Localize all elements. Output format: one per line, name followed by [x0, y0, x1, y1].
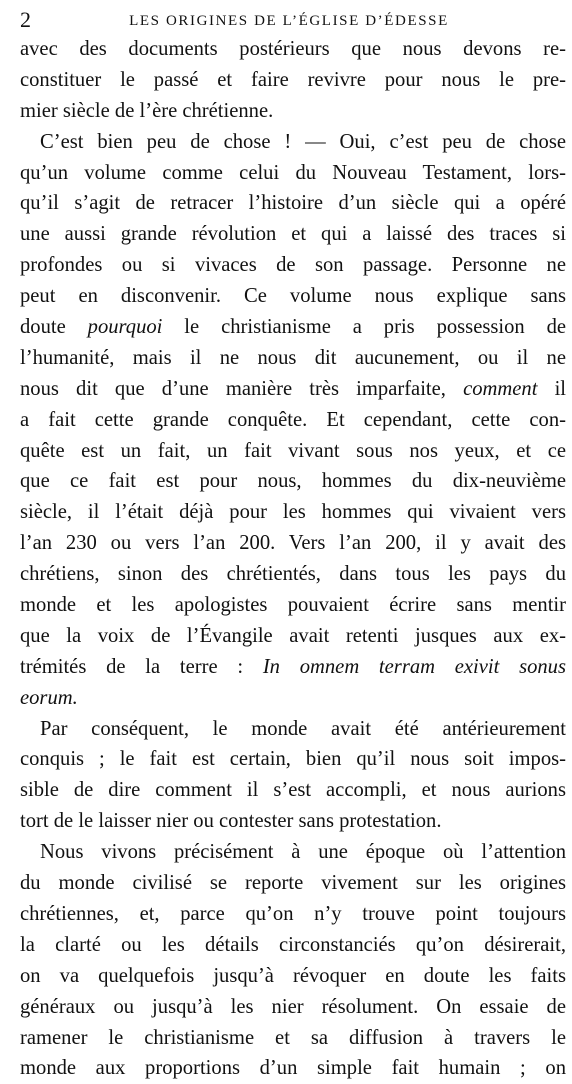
text-line: conquis ; le fait est certain, bien qu’il nous soit impos-: [20, 748, 566, 771]
text-line: ramener le christianisme et sa diffusion à travers le: [20, 1026, 566, 1049]
text-line: sible de dire comment il s’est accompli, et nous aurions: [20, 779, 566, 802]
text-line: [20, 374, 566, 405]
text-line: profondes ou si vivaces de son passage. Personne ne: [20, 254, 566, 277]
text-line: quête est un fait, un fait vivant sous nos yeux, et ce: [20, 439, 566, 462]
text-line: l’an 230 ou vers l’an 200. Vers l’an 200, il y avait des: [20, 532, 566, 555]
text-line: a fait cette grande conquête. Et cependant, cette con-: [20, 408, 566, 431]
text-line: on va quelquefois jusqu’à révoquer en doute les faits: [20, 964, 566, 987]
text-line: tort de le laisser nier ou contester sans protestation.: [20, 810, 442, 833]
text-line: monde et les apologistes pouvaient écrire sans mentir: [20, 594, 566, 617]
latin-quotation-end: eorum.: [20, 686, 78, 709]
paragraph-start-line: C’est bien peu de chose ! — Oui, c’est peu de chose: [40, 130, 566, 153]
text-line: mier siècle de l’ère chrétienne.: [20, 99, 274, 122]
text-line: la clarté ou les détails circonstanciés qu’on désirerait,: [20, 933, 566, 956]
page-number: 2: [20, 7, 31, 32]
text-segment: nous dit que d’une manière très imparfaite,: [20, 377, 464, 400]
text-line: qu’un volume comme celui du Nouveau Testament, lors-: [20, 161, 566, 184]
text-segment: il: [537, 377, 566, 400]
text-line: chrétiens, sinon des chrétientés, dans tous les pays du: [20, 563, 566, 586]
text-line: généraux ou jusqu’à les nier résolument. On essaie de: [20, 995, 566, 1018]
text-line: siècle, il l’était déjà pour les hommes qui vivaient vers: [20, 501, 566, 524]
text-line: une aussi grande révolution et qui a laissé des traces si: [20, 223, 566, 246]
text-segment: doute: [20, 316, 88, 339]
paragraph-start-line: Nous vivons précisément à une époque où l’attention: [40, 841, 566, 864]
text-line: avec des documents postérieurs que nous devons re-: [20, 38, 566, 60]
text-line: peut en disconvenir. Ce volume nous explique sans: [20, 285, 566, 308]
text-line: que ce fait est pour nous, hommes du dix-neuvième: [20, 470, 566, 493]
italic-word: comment: [463, 377, 538, 400]
latin-quotation: In omnem terram exivit sonus: [262, 655, 566, 678]
running-head: [20, 8, 558, 32]
text-line: que la voix de l’Évangile avait retenti jusques aux ex-: [20, 624, 566, 647]
paragraph-start-line: Par conséquent, le monde avait été antérieurement: [40, 717, 566, 740]
text-line: du monde civilisé se reporte vivement sur les origines: [20, 872, 566, 895]
text-line: chrétiennes, et, parce qu’on n’y trouve point toujours: [20, 902, 566, 925]
text-line: constituer le passé et faire revivre pour nous le pre-: [20, 68, 566, 91]
text-line: l’humanité, mais il ne nous dit aucunement, ou il ne: [20, 346, 566, 369]
running-title: LES ORIGINES DE L’ÉGLISE D’ÉDESSE: [129, 13, 449, 29]
text-line: monde aux proportions d’un simple fait humain ; on: [20, 1057, 566, 1080]
text-segment: le christianisme a pris possession de: [162, 316, 566, 339]
text-segment: trémités de la terre :: [20, 655, 263, 678]
italic-word: pourquoi: [87, 316, 163, 339]
body-text: [20, 34, 566, 1084]
text-line: [20, 652, 566, 683]
text-line: [20, 312, 566, 343]
text-line: qu’il s’agit de retracer l’histoire d’un siècle qui a opéré: [20, 192, 566, 215]
